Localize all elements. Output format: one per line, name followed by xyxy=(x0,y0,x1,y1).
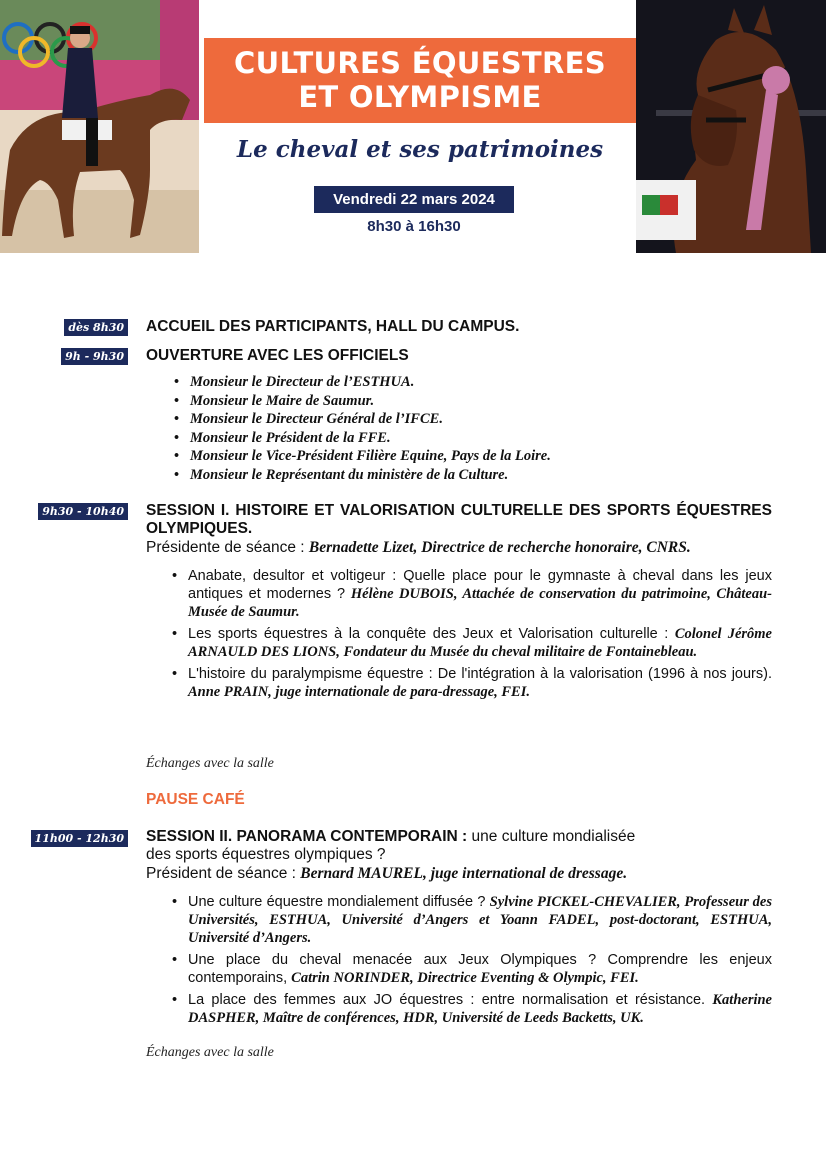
talk-speaker: Anne PRAIN, juge internationale de para-dressage, FEI. xyxy=(188,684,530,700)
session2-talks xyxy=(170,893,772,1027)
talk-title: Une culture équestre mondialement diffusée ? xyxy=(188,894,486,910)
time-badge-session1: 9h30 - 10h40 xyxy=(38,503,128,520)
time-badge-session2: 11h00 - 12h30 xyxy=(31,830,128,847)
list-item: • Monsieur le Président de la FFE. xyxy=(174,429,772,448)
talk-item xyxy=(170,991,772,1027)
event-subtitle: Le cheval et ses patrimoines xyxy=(236,136,604,163)
talk-speaker: Hélène DUBOIS, Attachée de conservation du patrimoine, Château-Musée de Saumur. xyxy=(188,586,772,620)
title-line-1: CULTURES ÉQUESTRES xyxy=(234,46,606,80)
session1-talks xyxy=(170,567,772,701)
talk-title: Les sports équestres à la conquête des Jeux et Valorisation culturelle : xyxy=(188,626,669,642)
talk-speaker: Colonel Jérôme ARNAULD DES LIONS, Fondateur du Musée du cheval militaire de Fontainebleau. xyxy=(188,626,772,660)
chair-name: Bernard MAUREL, juge international de dressage. xyxy=(300,865,628,882)
officials-list xyxy=(174,373,772,484)
talk-item xyxy=(170,625,772,661)
dressage-rider-photo xyxy=(0,0,199,253)
list-item: • Monsieur le Maire de Saumur. xyxy=(174,392,772,411)
chair-label: Président de séance : xyxy=(146,865,296,882)
chair-name: Bernadette Lizet, Directrice de recherche honoraire, CNRS. xyxy=(308,539,691,556)
talk-speaker: Catrin NORINDER, Directrice Eventing & Olympic, FEI. xyxy=(291,970,639,986)
title-line-2: ET OLYMPISME xyxy=(298,80,542,114)
talk-item xyxy=(170,951,772,987)
session1-section xyxy=(146,502,772,705)
welcome-section xyxy=(146,318,772,336)
session2-title-rest-2: des sports équestres olympiques ? xyxy=(146,846,386,863)
list-item: • Monsieur le Vice-Président Filière Equine, Pays de la Loire. xyxy=(174,447,772,466)
talk-title: Anabate, desultor et voltigeur : Quelle place pour le gymnaste à cheval dans les jeux antiques et modernes ? xyxy=(188,568,772,602)
opening-section xyxy=(146,347,772,484)
event-title xyxy=(204,38,636,123)
talk-speaker: Sylvine PICKEL-CHEVALIER, Professeur des Universités, ESTHUA, Université d’Angers et Yoann FADEL, post-doctorant, ESTHUA, Université d’Angers. xyxy=(188,894,773,946)
session2-chair xyxy=(146,864,772,883)
session1-exchanges: Échanges avec la salle xyxy=(146,756,274,771)
talk-item xyxy=(170,567,772,621)
time-badge-opening: 9h - 9h30 xyxy=(61,348,128,365)
talk-title: L'histoire du paralympisme équestre : De l'intégration à la valorisation (1996 à nos jours). xyxy=(188,666,772,682)
date-badge: Vendredi 22 mars 2024 xyxy=(314,186,514,213)
session2-title-rest-1: une culture mondialisée xyxy=(471,828,636,845)
horse-portrait-photo xyxy=(636,0,826,253)
list-item: • Monsieur le Représentant du ministère de la Culture. xyxy=(174,466,772,485)
opening-title: OUVERTURE AVEC LES OFFICIELS xyxy=(146,347,409,364)
list-item: • Monsieur le Directeur Général de l’IFCE. xyxy=(174,410,772,429)
coffee-break: PAUSE CAFÉ xyxy=(146,791,245,808)
talk-item xyxy=(170,665,772,701)
talk-title: Une place du cheval menacée aux Jeux Olympiques ? Comprendre les enjeux contemporains, xyxy=(188,952,772,986)
session2-section xyxy=(146,828,772,1031)
chair-label: Présidente de séance : xyxy=(146,539,305,556)
session1-chair xyxy=(146,538,772,557)
list-item: • Monsieur le Directeur de l’ESTHUA. xyxy=(174,373,772,392)
talk-speaker: Katherine DASPHER, Maître de conférences, HDR, Université de Leeds Backetts, UK. xyxy=(188,992,772,1026)
session1-title: SESSION I. HISTOIRE ET VALORISATION CULTURELLE DES SPORTS ÉQUESTRES OLYMPIQUES. xyxy=(146,502,772,537)
welcome-title: ACCUEIL DES PARTICIPANTS, HALL DU CAMPUS. xyxy=(146,318,520,335)
session2-title-main: SESSION II. PANORAMA CONTEMPORAIN : xyxy=(146,828,468,845)
event-hours: 8h30 à 16h30 xyxy=(367,218,461,235)
session2-exchanges: Échanges avec la salle xyxy=(146,1045,274,1060)
session2-title xyxy=(146,828,772,864)
time-badge-welcome: dès 8h30 xyxy=(64,319,128,336)
talk-item xyxy=(170,893,772,947)
talk-title: La place des femmes aux JO équestres : entre normalisation et résistance. xyxy=(188,992,706,1008)
